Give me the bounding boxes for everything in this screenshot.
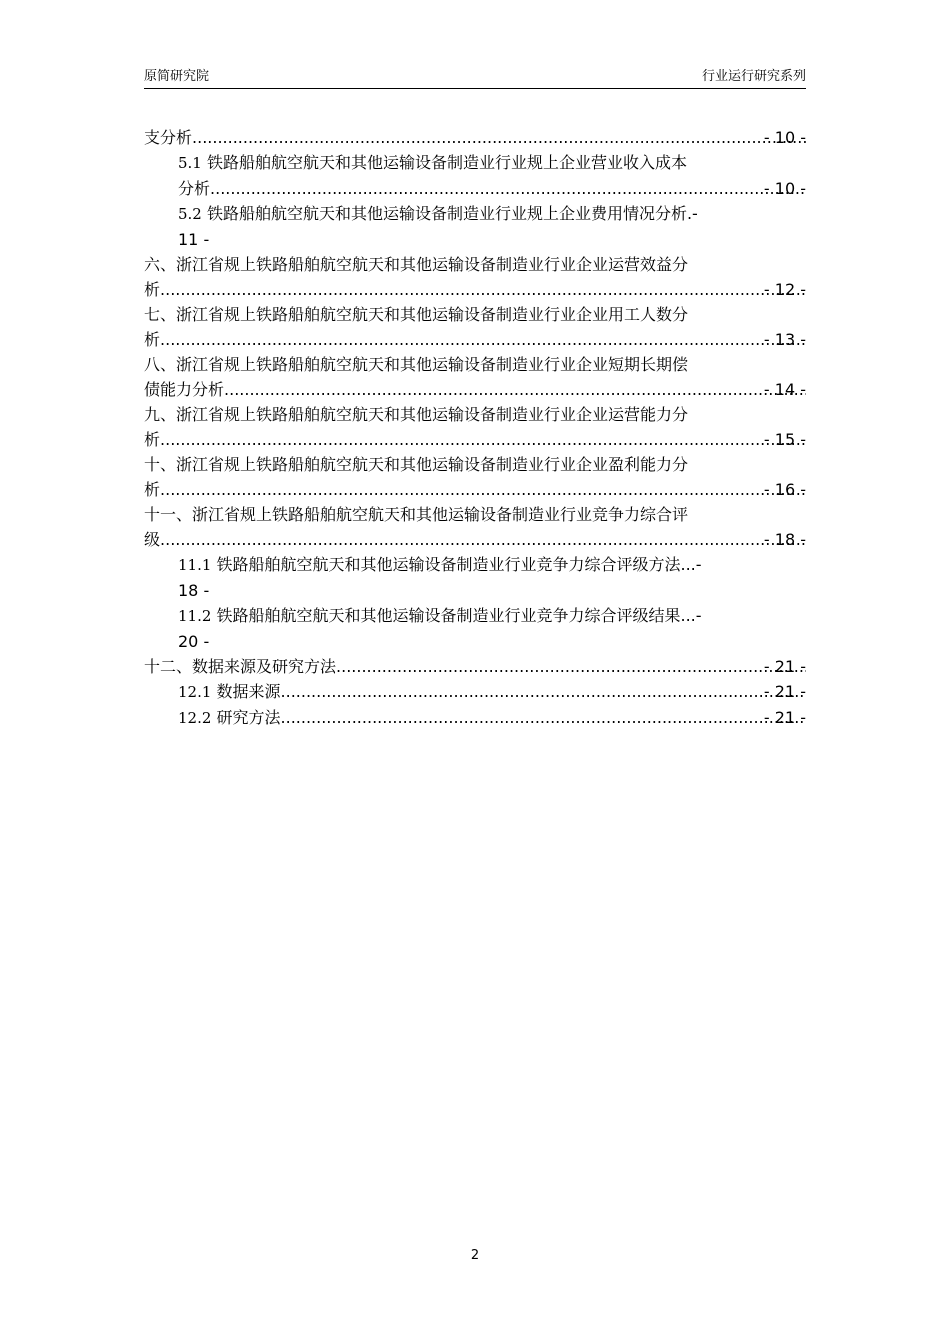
toc-entry-title (144, 657, 806, 676)
toc-entry-title: 八、浙江省规上铁路船舶航空航天和其他运输设备制造业行业企业短期长期偿 (144, 355, 689, 374)
toc-page-number: - 21 - (763, 705, 806, 730)
toc-entry-title-text: 支分析 (144, 128, 193, 147)
toc-entry[interactable] (144, 402, 806, 452)
toc-entry-leader-line (178, 705, 806, 731)
toc-entry-title-text: 十二、数据来源及研究方法 (144, 657, 337, 676)
toc-section-number: 5.2 (178, 205, 202, 223)
toc-entry-page-line (178, 578, 806, 603)
toc-entry-leader-line (178, 679, 806, 705)
toc-entry[interactable] (144, 252, 806, 302)
toc-entry-leader-line (144, 327, 806, 352)
toc-entry[interactable] (178, 150, 806, 201)
toc-entry-title-text: 分析 (178, 179, 211, 198)
toc-entry-title: 九、浙江省规上铁路船舶航空航天和其他运输设备制造业行业企业运营能力分 (144, 405, 689, 424)
toc-entry-title-text: 析 (144, 280, 161, 299)
toc-entry-title-text: 析 (144, 330, 161, 349)
toc-page-number: - 12 - (763, 277, 806, 302)
header-series-name: 行业运行研究系列 (701, 69, 806, 84)
toc-entry-line (144, 402, 806, 427)
toc-entry[interactable] (144, 302, 806, 352)
page-number: 2 (470, 1248, 480, 1263)
header-org-name: 原简研究院 (144, 69, 210, 84)
toc-entry-line (178, 552, 806, 578)
toc-entry-title (144, 330, 806, 349)
toc-entry-title: 铁路船舶航空航天和其他运输设备制造业行业竞争力综合评级结果...- (216, 606, 702, 625)
toc-page-number: - 16 - (763, 477, 806, 502)
toc-entry-leader-line (144, 654, 806, 679)
toc-page-number: - 21 - (763, 654, 806, 679)
toc-entry-title: 十、浙江省规上铁路船舶航空航天和其他运输设备制造业行业企业盈利能力分 (144, 455, 689, 474)
toc-entry-title-text: 析 (144, 430, 161, 449)
toc-entry-line (178, 201, 806, 227)
table-of-contents (144, 125, 806, 731)
toc-entry-title-text: 析 (144, 480, 161, 499)
toc-entry-line (144, 352, 806, 377)
toc-page-number: - 21 - (763, 679, 806, 704)
toc-page-number: - 18 - (763, 527, 806, 552)
toc-page-number: 18 - (178, 581, 210, 600)
toc-entry-title (178, 179, 806, 198)
toc-entry[interactable] (178, 552, 806, 603)
toc-entry-line (178, 150, 806, 176)
toc-entry-line (144, 302, 806, 327)
toc-entry-page-line (178, 227, 806, 252)
toc-section-number: 12.2 (178, 709, 212, 727)
toc-entry-title (144, 380, 806, 399)
toc-entry-title (144, 530, 806, 549)
toc-page-number: - 10 - (763, 176, 806, 201)
toc-entry-title-text: 债能力分析 (144, 380, 225, 399)
toc-section-number: 11.2 (178, 607, 212, 625)
toc-entry-leader-line (144, 277, 806, 302)
toc-entry-page-line (178, 629, 806, 654)
toc-entry-title (144, 128, 806, 147)
toc-page-number: 20 - (178, 632, 210, 651)
toc-entry-title: 六、浙江省规上铁路船舶航空航天和其他运输设备制造业行业企业运营效益分 (144, 255, 689, 274)
toc-page-number: - 15 - (763, 427, 806, 452)
toc-entry[interactable] (178, 705, 806, 731)
toc-entry-line (144, 252, 806, 277)
toc-entry-title-text: 研究方法 (216, 708, 281, 727)
toc-entry-leader-line (144, 377, 806, 402)
toc-entry-title (144, 430, 806, 449)
toc-entry[interactable] (144, 452, 806, 502)
toc-entry[interactable] (178, 201, 806, 252)
toc-section-number: 11.1 (178, 556, 212, 574)
toc-entry-title: 七、浙江省规上铁路船舶航空航天和其他运输设备制造业行业企业用工人数分 (144, 305, 689, 324)
toc-entry[interactable] (144, 502, 806, 552)
toc-entry-leader-line (144, 427, 806, 452)
toc-entry-title: 铁路船舶航空航天和其他运输设备制造业行业规上企业营业收入成本 (206, 153, 687, 172)
toc-page-number: - 10 - (763, 125, 806, 150)
toc-entry-line (144, 502, 806, 527)
toc-entry-leader-line (144, 477, 806, 502)
toc-entry-leader-line (178, 176, 806, 201)
toc-section-number: 12.1 (178, 683, 212, 701)
toc-entry-title (144, 280, 806, 299)
toc-entry-title: 铁路船舶航空航天和其他运输设备制造业行业规上企业费用情况分析.- (206, 204, 698, 223)
toc-entry[interactable] (178, 603, 806, 654)
toc-entry-title-text: 数据来源 (216, 682, 281, 701)
toc-page-number: 11 - (178, 230, 210, 249)
toc-entry[interactable] (144, 654, 806, 679)
toc-entry-title (144, 480, 806, 499)
toc-page-number: - 14 - (763, 377, 806, 402)
toc-entry-leader-line (144, 527, 806, 552)
page-header (144, 68, 806, 89)
toc-entry-line (178, 603, 806, 629)
toc-entry-title (217, 708, 807, 727)
toc-page-number: - 13 - (763, 327, 806, 352)
toc-section-number: 5.1 (178, 154, 202, 172)
toc-entry-title-text: 级 (144, 530, 161, 549)
toc-entry-leader-line (144, 125, 806, 150)
toc-entry-title: 铁路船舶航空航天和其他运输设备制造业行业竞争力综合评级方法...- (216, 555, 702, 574)
toc-entry[interactable] (178, 679, 806, 705)
toc-entry[interactable] (144, 125, 806, 150)
toc-entry-title (217, 682, 807, 701)
toc-entry-title: 十一、浙江省规上铁路船舶航空航天和其他运输设备制造业行业竞争力综合评 (144, 505, 689, 524)
toc-entry-line (144, 452, 806, 477)
toc-entry[interactable] (144, 352, 806, 402)
